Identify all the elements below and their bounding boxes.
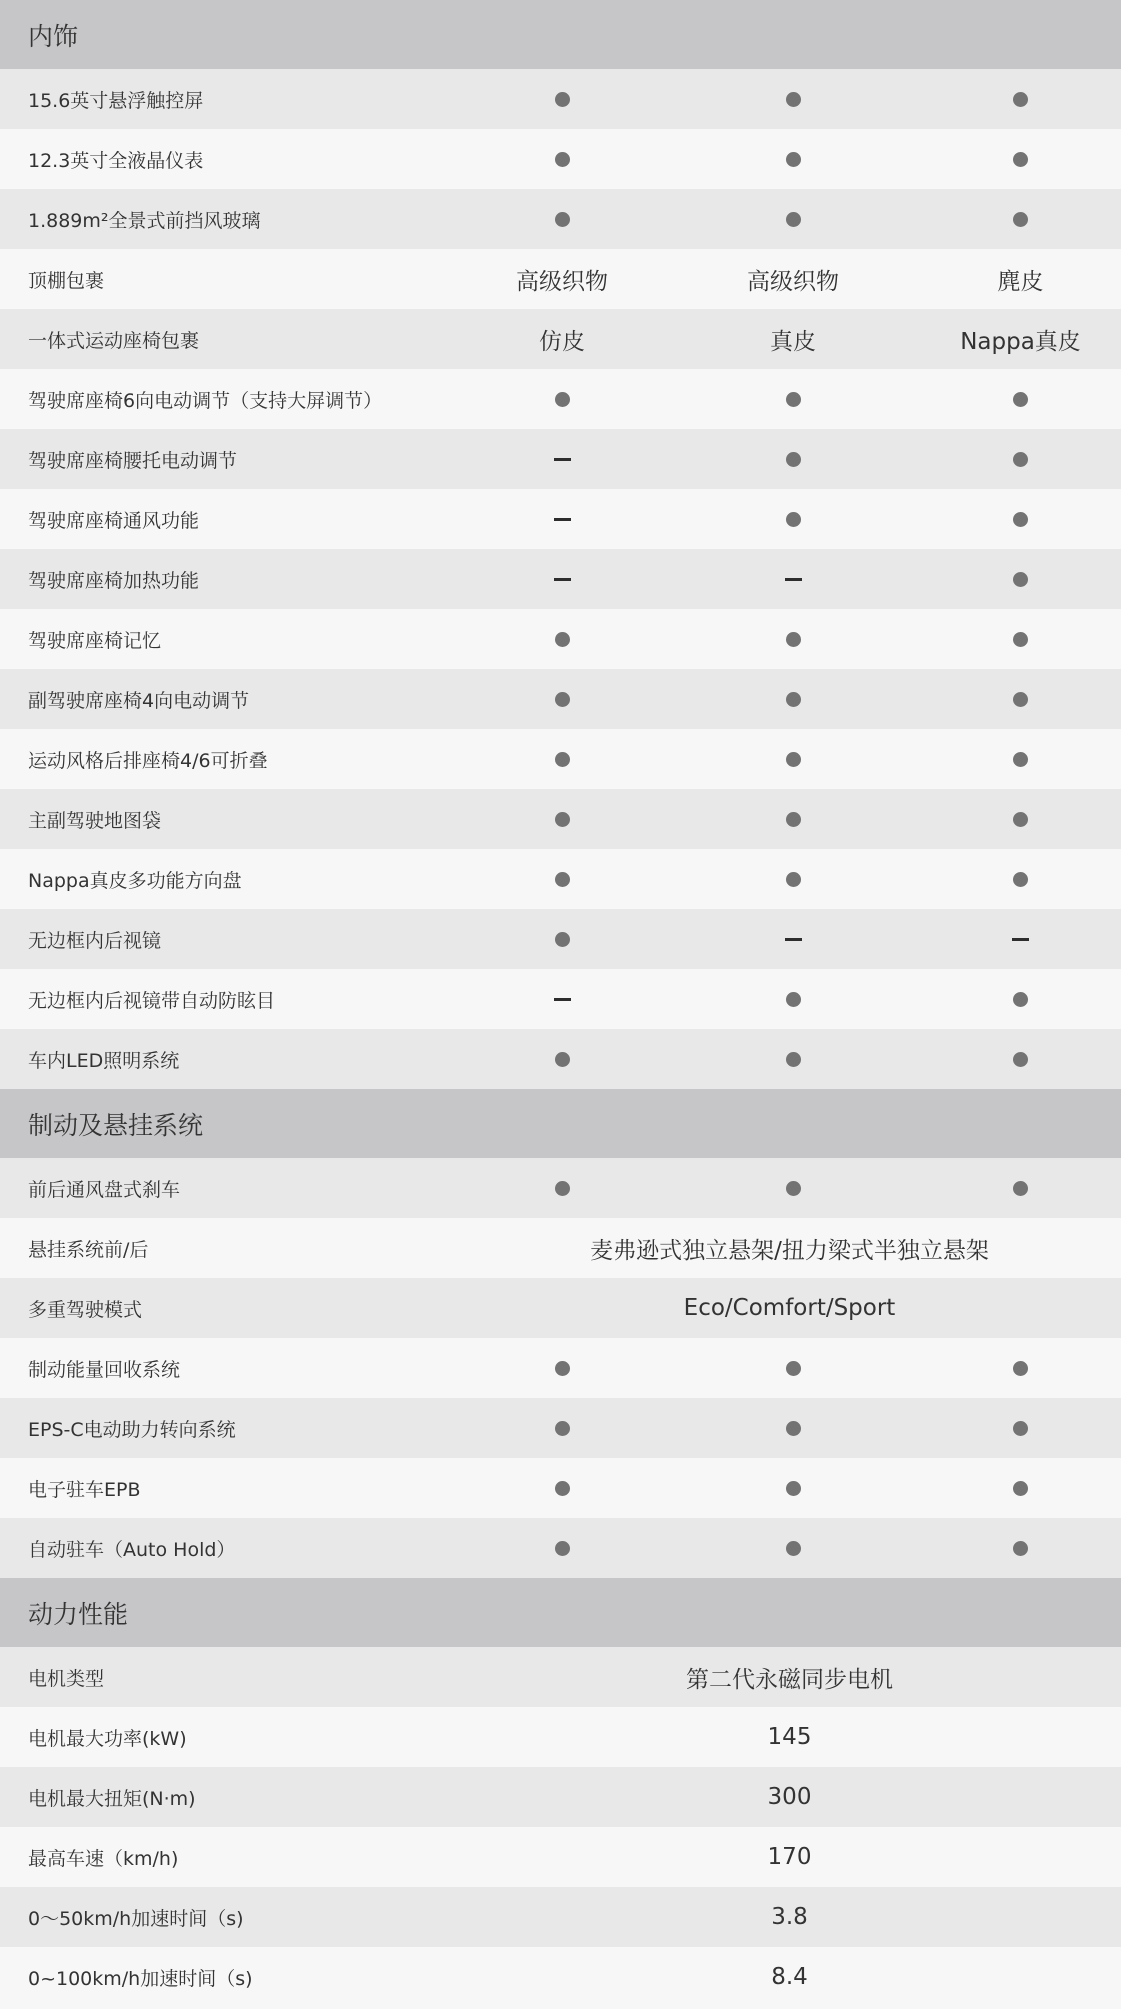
- spec-label: 副驾驶席座椅4向电动调节: [28, 689, 250, 712]
- spec-value: 麂皮: [997, 268, 1044, 295]
- standard-dot: [666, 872, 920, 887]
- dot-icon: [555, 872, 570, 887]
- spec-label: 电机最大功率(kW): [28, 1727, 187, 1750]
- spec-value: Eco/Comfort/Sport: [683, 1295, 896, 1321]
- standard-dot: [666, 92, 920, 107]
- standard-dot: [458, 1481, 666, 1496]
- standard-dot: [666, 812, 920, 827]
- spec-label: 车内LED照明系统: [28, 1049, 180, 1072]
- standard-dot: [920, 1361, 1121, 1376]
- standard-dot: [920, 992, 1121, 1007]
- spec-row: [0, 1947, 1121, 2007]
- spec-row: [0, 549, 1121, 609]
- spec-value: 仿皮: [539, 328, 585, 355]
- spec-label: EPS-C电动助力转向系统: [28, 1418, 236, 1441]
- spec-row: [0, 189, 1121, 249]
- standard-dot: [458, 392, 666, 407]
- spec-label: 一体式运动座椅包裹: [28, 329, 200, 352]
- spec-label: 悬挂系统前/后: [28, 1238, 149, 1261]
- standard-dot: [920, 1481, 1121, 1496]
- standard-dot: [920, 1421, 1121, 1436]
- dot-icon: [1013, 572, 1028, 587]
- standard-dot: [458, 632, 666, 647]
- dot-icon: [1013, 152, 1028, 167]
- dot-icon: [1013, 1481, 1028, 1496]
- dash-icon: [785, 578, 802, 581]
- dot-icon: [1013, 212, 1028, 227]
- dash-icon: [785, 938, 802, 941]
- standard-dot: [920, 752, 1121, 767]
- spec-label: 顶棚包裹: [28, 269, 105, 292]
- spec-value: 300: [767, 1784, 812, 1810]
- not-available-dash: [458, 518, 666, 521]
- standard-dot: [920, 452, 1121, 467]
- dot-icon: [555, 1181, 570, 1196]
- spec-label: 驾驶席座椅通风功能: [28, 509, 200, 532]
- spec-row: [0, 1338, 1121, 1398]
- standard-dot: [920, 152, 1121, 167]
- standard-dot: [458, 692, 666, 707]
- standard-dot: [666, 752, 920, 767]
- spec-value: 3.8: [771, 1904, 808, 1930]
- not-available-dash: [458, 578, 666, 581]
- spec-label: 电机类型: [28, 1667, 105, 1690]
- dot-icon: [1013, 452, 1028, 467]
- spec-label: 电机最大扭矩(N·m): [28, 1787, 196, 1810]
- spec-row: [0, 1398, 1121, 1458]
- dot-icon: [786, 1361, 801, 1376]
- standard-dot: [920, 92, 1121, 107]
- spec-value: 第二代永磁同步电机: [686, 1666, 893, 1693]
- dot-icon: [1013, 1541, 1028, 1556]
- dash-icon: [554, 458, 571, 461]
- dot-icon: [786, 212, 801, 227]
- standard-dot: [666, 212, 920, 227]
- dot-icon: [786, 1052, 801, 1067]
- spec-label: 自动驻车（Auto Hold）: [28, 1538, 236, 1561]
- spec-value: 真皮: [770, 328, 816, 355]
- spec-row: [0, 129, 1121, 189]
- dot-icon: [555, 812, 570, 827]
- standard-dot: [458, 752, 666, 767]
- spec-value: 高级织物: [516, 268, 608, 295]
- standard-dot: [920, 692, 1121, 707]
- standard-dot: [920, 512, 1121, 527]
- not-available-dash: [458, 998, 666, 1001]
- dot-icon: [786, 872, 801, 887]
- spec-row: [0, 1158, 1121, 1218]
- dot-icon: [1013, 392, 1028, 407]
- spec-label: 运动风格后排座椅4/6可折叠: [28, 749, 268, 772]
- dash-icon: [554, 518, 571, 521]
- spec-row: [0, 249, 1121, 309]
- dot-icon: [786, 392, 801, 407]
- spec-value: 145: [767, 1724, 812, 1750]
- not-available-dash: [666, 938, 920, 941]
- not-available-dash: [920, 938, 1121, 941]
- dot-icon: [1013, 872, 1028, 887]
- spec-row: [0, 489, 1121, 549]
- dot-icon: [1013, 812, 1028, 827]
- dot-icon: [786, 632, 801, 647]
- standard-dot: [666, 1361, 920, 1376]
- standard-dot: [458, 812, 666, 827]
- dot-icon: [555, 1052, 570, 1067]
- dot-icon: [1013, 92, 1028, 107]
- dot-icon: [1013, 512, 1028, 527]
- dot-icon: [555, 752, 570, 767]
- spec-value: 麦弗逊式独立悬架/扭力梁式半独立悬架: [590, 1237, 989, 1264]
- section-header: 内饰: [0, 0, 1121, 69]
- dot-icon: [555, 1361, 570, 1376]
- spec-label: 电子驻车EPB: [28, 1478, 141, 1501]
- spec-label: 前后通风盘式刹车: [28, 1178, 181, 1201]
- spec-row: [0, 1827, 1121, 1887]
- standard-dot: [666, 1181, 920, 1196]
- dot-icon: [555, 1541, 570, 1556]
- spec-row: [0, 1218, 1121, 1278]
- standard-dot: [458, 152, 666, 167]
- spec-label: 15.6英寸悬浮触控屏: [28, 89, 204, 112]
- standard-dot: [920, 1181, 1121, 1196]
- standard-dot: [920, 1541, 1121, 1556]
- standard-dot: [458, 1052, 666, 1067]
- standard-dot: [666, 1541, 920, 1556]
- spec-row: [0, 1767, 1121, 1827]
- standard-dot: [666, 1481, 920, 1496]
- dot-icon: [1013, 632, 1028, 647]
- standard-dot: [458, 1541, 666, 1556]
- standard-dot: [458, 872, 666, 887]
- spec-label: 主副驾驶地图袋: [28, 809, 162, 832]
- standard-dot: [920, 212, 1121, 227]
- spec-row: [0, 309, 1121, 369]
- standard-dot: [666, 392, 920, 407]
- spec-row: [0, 429, 1121, 489]
- dot-icon: [786, 152, 801, 167]
- dot-icon: [555, 92, 570, 107]
- spec-label: 无边框内后视镜: [28, 929, 162, 952]
- not-available-dash: [666, 578, 920, 581]
- dot-icon: [786, 692, 801, 707]
- standard-dot: [666, 152, 920, 167]
- spec-label: 12.3英寸全液晶仪表: [28, 149, 204, 172]
- standard-dot: [920, 812, 1121, 827]
- spec-row: [0, 969, 1121, 1029]
- spec-value: Nappa真皮: [960, 328, 1081, 355]
- dash-icon: [1012, 938, 1029, 941]
- standard-dot: [920, 1052, 1121, 1067]
- dot-icon: [786, 1481, 801, 1496]
- dot-icon: [786, 992, 801, 1007]
- dot-icon: [786, 1421, 801, 1436]
- standard-dot: [666, 1052, 920, 1067]
- spec-value: 高级织物: [747, 268, 839, 295]
- spec-label: 1.889m²全景式前挡风玻璃: [28, 209, 261, 232]
- dash-icon: [554, 998, 571, 1001]
- dot-icon: [786, 1541, 801, 1556]
- spec-row: [0, 729, 1121, 789]
- dot-icon: [786, 92, 801, 107]
- standard-dot: [920, 392, 1121, 407]
- standard-dot: [920, 872, 1121, 887]
- dot-icon: [1013, 1181, 1028, 1196]
- dot-icon: [786, 1181, 801, 1196]
- spec-label: 0~100km/h加速时间（s): [28, 1967, 253, 1990]
- dot-icon: [1013, 1361, 1028, 1376]
- spec-row: [0, 69, 1121, 129]
- not-available-dash: [458, 458, 666, 461]
- dot-icon: [786, 752, 801, 767]
- standard-dot: [458, 1361, 666, 1376]
- dot-icon: [1013, 992, 1028, 1007]
- standard-dot: [458, 932, 666, 947]
- dot-icon: [786, 452, 801, 467]
- standard-dot: [666, 1421, 920, 1436]
- dot-icon: [555, 1421, 570, 1436]
- spec-row: [0, 849, 1121, 909]
- spec-label: 0～50km/h加速时间（s): [28, 1907, 244, 1930]
- spec-label: 制动能量回收系统: [28, 1358, 181, 1381]
- dot-icon: [555, 152, 570, 167]
- spec-row: [0, 369, 1121, 429]
- standard-dot: [666, 992, 920, 1007]
- standard-dot: [458, 92, 666, 107]
- spec-row: [0, 789, 1121, 849]
- standard-dot: [458, 1421, 666, 1436]
- spec-label: 驾驶席座椅记忆: [28, 629, 162, 652]
- dot-icon: [555, 1481, 570, 1496]
- standard-dot: [920, 572, 1121, 587]
- dot-icon: [555, 932, 570, 947]
- spec-row: [0, 1278, 1121, 1338]
- spec-row: [0, 1647, 1121, 1707]
- standard-dot: [666, 632, 920, 647]
- standard-dot: [666, 452, 920, 467]
- dot-icon: [786, 812, 801, 827]
- spec-row: [0, 1518, 1121, 1578]
- spec-row: [0, 609, 1121, 669]
- dot-icon: [1013, 1052, 1028, 1067]
- spec-label: 驾驶席座椅加热功能: [28, 569, 200, 592]
- spec-row: [0, 1029, 1121, 1089]
- spec-label: 驾驶席座椅腰托电动调节: [28, 449, 238, 472]
- spec-row: [0, 1707, 1121, 1767]
- section-header: 制动及悬挂系统: [0, 1089, 1121, 1158]
- spec-value: 8.4: [771, 1964, 808, 1990]
- dot-icon: [1013, 692, 1028, 707]
- dot-icon: [555, 392, 570, 407]
- spec-row: [0, 669, 1121, 729]
- spec-label: 多重驾驶模式: [28, 1298, 143, 1321]
- dot-icon: [1013, 752, 1028, 767]
- standard-dot: [666, 512, 920, 527]
- spec-row: [0, 1458, 1121, 1518]
- dot-icon: [555, 692, 570, 707]
- spec-value: 170: [767, 1844, 812, 1870]
- section-header: 动力性能: [0, 1578, 1121, 1647]
- spec-label: Nappa真皮多功能方向盘: [28, 869, 242, 892]
- dot-icon: [786, 512, 801, 527]
- standard-dot: [458, 212, 666, 227]
- spec-row: [0, 1887, 1121, 1947]
- dot-icon: [1013, 1421, 1028, 1436]
- standard-dot: [458, 1181, 666, 1196]
- spec-row: [0, 909, 1121, 969]
- standard-dot: [666, 692, 920, 707]
- spec-label: 最高车速（km/h): [28, 1847, 179, 1870]
- dot-icon: [555, 212, 570, 227]
- dot-icon: [555, 632, 570, 647]
- dash-icon: [554, 578, 571, 581]
- standard-dot: [920, 632, 1121, 647]
- spec-label: 驾驶席座椅6向电动调节（支持大屏调节）: [28, 389, 383, 412]
- spec-label: 无边框内后视镜带自动防眩目: [28, 989, 276, 1012]
